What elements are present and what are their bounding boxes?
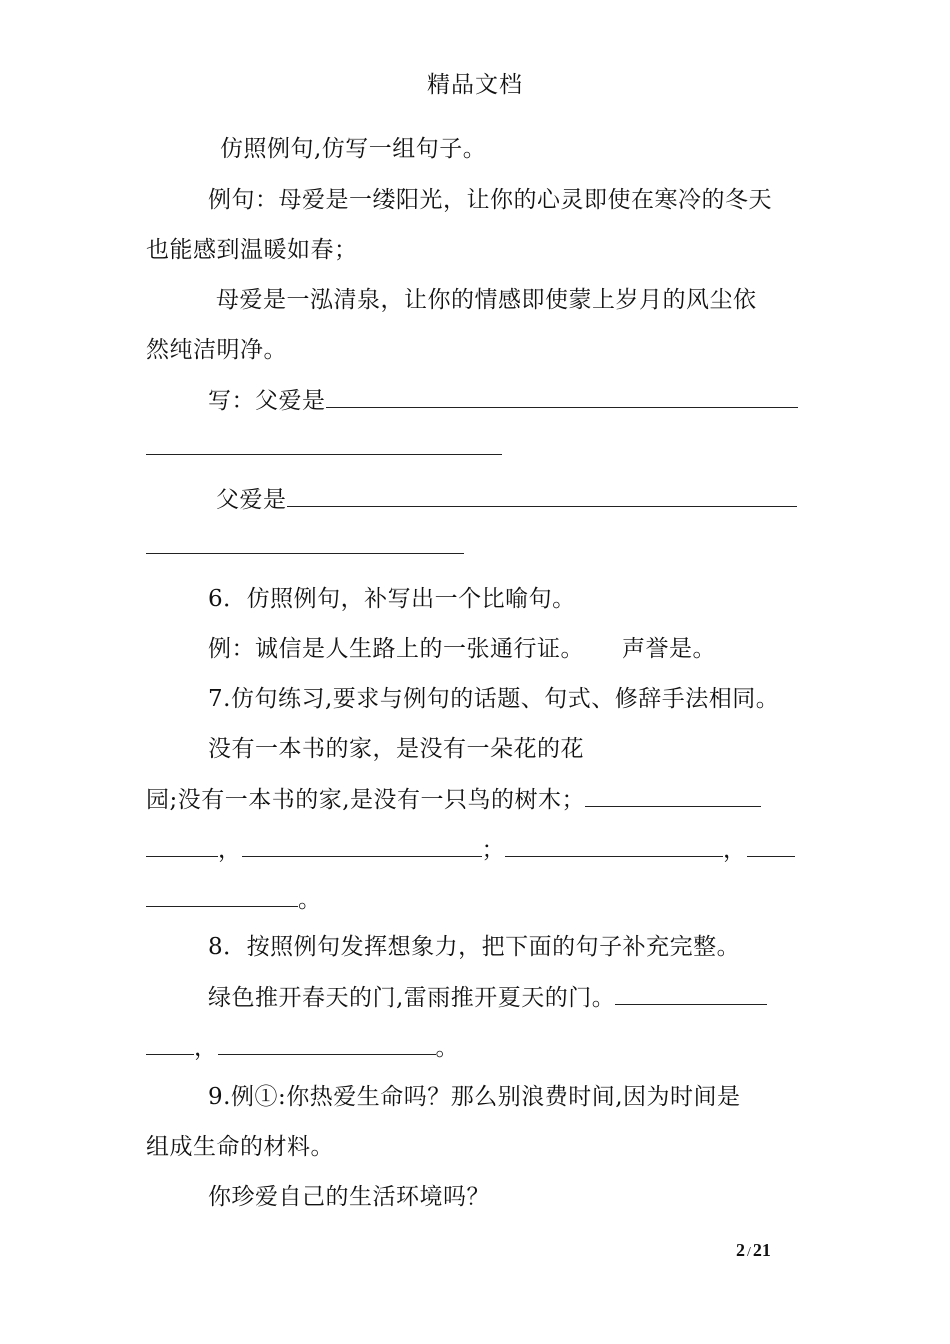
answer-blank[interactable] [615,982,767,1005]
q6-prompt: 声誉是。 [622,636,716,662]
answer-blank[interactable] [287,484,797,507]
q6-example: 例：诚信是人生路上的一张通行证。 [208,636,584,662]
comma: ， [194,1035,218,1061]
q9-line2: 组成生命的材料。 [146,1134,334,1160]
semicolon: ； [481,837,505,863]
q9-line1: 9.例①:你热爱生命吗？那么别浪费时间,因为时间是 [208,1084,741,1110]
answer-blank[interactable] [146,884,298,907]
answer-blank[interactable] [146,432,502,455]
q5-write-continuation [146,432,808,463]
q7-line4 [146,884,808,915]
q5-write-prefix: 写：父爱是 [208,388,326,414]
period: 。 [298,887,322,913]
answer-blank[interactable] [242,834,482,857]
comma: ， [218,837,242,863]
q7-line3 [146,834,808,865]
page-header: 精品文档 [427,72,523,98]
q5-instruction: 仿照例句,仿写一组句子。 [220,136,487,162]
answer-blank[interactable] [146,531,464,554]
answer-blank[interactable] [505,834,723,857]
q5-example-line2: 也能感到温暖如春； [146,237,358,263]
answer-blank[interactable] [218,1032,436,1055]
answer-blank[interactable] [585,784,761,807]
q7-line2-text: 园;没有一本书的家,是没有一只鸟的树木； [146,787,586,813]
page-separator: / [747,1245,751,1260]
q7-line1: 没有一本书的家，是没有一朵花的花 [208,736,584,762]
answer-blank[interactable] [326,385,798,408]
q5-write-line [208,385,808,416]
q8-example-line [208,982,808,1013]
q9-line3: 你珍爱自己的生活环境吗？ [208,1184,490,1210]
q6-example-line [208,634,808,664]
q5-example2-line2: 然纯洁明净。 [146,337,287,363]
page-total: 21 [752,1240,771,1260]
q5-write2-line [216,484,808,515]
q7-instruction: 7.仿句练习,要求与例句的话题、句式、修辞手法相同。 [208,686,780,712]
q5-example-line1: 例句：母爱是一缕阳光，让你的心灵即使在寒冷的冬天 [208,187,772,213]
q5-write2-continuation [146,531,808,562]
q8-example: 绿色推开春天的门,雷雨推开夏天的门。 [208,985,616,1011]
page-number [736,1240,771,1261]
answer-blank[interactable] [146,834,218,857]
q8-instruction: 8．按照例句发挥想象力，把下面的句子补充完整。 [208,934,741,960]
q5-example2-line1: 母爱是一泓清泉，让你的情感即使蒙上岁月的风尘依 [216,287,757,313]
page-current: 2 [736,1240,745,1260]
q6-instruction: 6．仿照例句，补写出一个比喻句。 [208,586,576,612]
answer-blank[interactable] [146,1032,194,1055]
q8-line2 [146,1032,808,1063]
period: 。 [435,1035,459,1061]
comma: ， [723,837,747,863]
q5-write2-prefix: 父爱是 [216,487,287,513]
q7-line2 [146,784,808,815]
answer-blank[interactable] [747,834,795,857]
